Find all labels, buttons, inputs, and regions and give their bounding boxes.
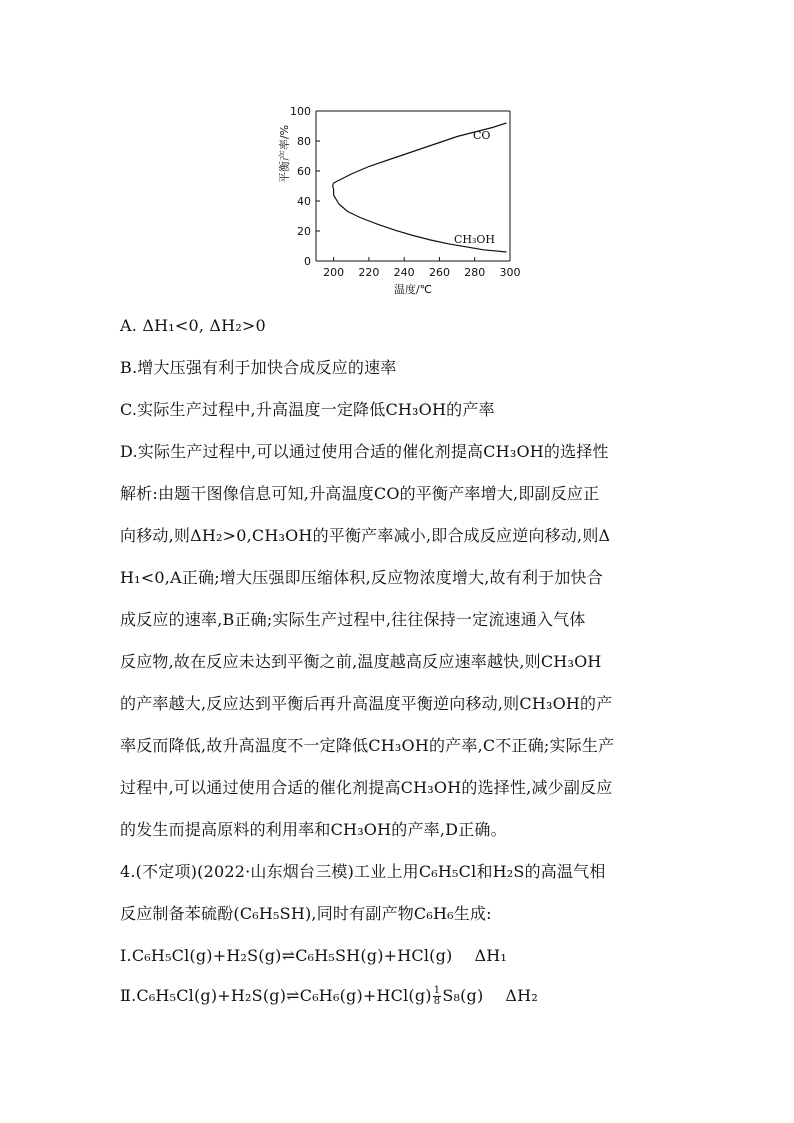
reaction-2-product: S₈(g): [442, 986, 484, 1005]
ch3oh-formula: CH₃OH: [385, 400, 447, 419]
ch3oh-series-label: CH₃OH: [454, 233, 496, 246]
reaction-1-equation: C₆H₅Cl(g)+H₂S(g)⇌C₆H₅SH(g)+HCl(g): [131, 946, 453, 965]
y-tick-label: 40: [297, 195, 311, 208]
y-tick-label: 20: [297, 225, 311, 238]
x-tick-label: 220: [358, 266, 380, 279]
y-tick-label: 60: [297, 165, 311, 178]
reaction-1-enthalpy: ΔH₁: [474, 946, 508, 965]
analysis-line-2: [120, 526, 610, 546]
question-text: 4.(不定项)(2022·山东烟台三模)工业上用: [120, 862, 419, 881]
question-text: 的高温气相: [524, 862, 606, 881]
analysis-line-4: 成反应的速率,B正确;实际生产过程中,往往保持一定流速通入气体: [120, 610, 586, 629]
option-c: [120, 400, 495, 420]
x-tick-label: 280: [464, 266, 486, 279]
reaction-2-label: Ⅱ.: [120, 986, 137, 1005]
x-tick-label: 200: [323, 266, 345, 279]
fraction-numerator: 1: [433, 985, 441, 996]
question-4-line-1: [120, 862, 606, 882]
reaction-2: [120, 986, 538, 1007]
option-d-tail: 的选择性: [543, 442, 609, 461]
option-c-tail: 的产率: [446, 400, 495, 419]
question-text: 和: [476, 862, 493, 881]
question-text: 生成:: [453, 904, 492, 923]
y-axis-title: 平衡产率/%: [278, 124, 291, 184]
yield-temperature-chart: [268, 96, 528, 306]
analysis-line-3: H₁<0,A正确;增大压强即压缩体积,反应物浓度增大,故有利于加快合: [120, 568, 603, 587]
x-axis-title: 温度/℃: [393, 283, 433, 296]
fraction-denominator: 8: [433, 996, 441, 1007]
analysis-line-6: 的产率越大,反应达到平衡后再升高温度平衡逆向移动,则CH₃OH的产: [120, 694, 613, 713]
ch3oh-formula: CH₃OH: [483, 442, 544, 461]
y-tick-label: 0: [304, 255, 311, 268]
option-a: A. ΔH₁<0, ΔH₂>0: [120, 316, 266, 335]
question-text: ),同时有副产物: [304, 904, 414, 923]
analysis-line-1: 解析:由题干图像信息可知,升高温度CO的平衡产率增大,即副反应正: [120, 484, 600, 503]
reaction-1-label: Ⅰ.: [120, 946, 132, 965]
y-tick-label: 80: [297, 135, 311, 148]
option-d: [120, 442, 609, 462]
option-c-text: C.实际生产过程中,升高温度一定降低: [120, 400, 386, 419]
x-tick-label: 240: [393, 266, 415, 279]
reaction-2-enthalpy: ΔH₂: [505, 986, 538, 1005]
question-text: 反应制备苯硫酚(: [120, 904, 240, 923]
y-tick-label: 100: [290, 105, 311, 118]
option-d-text: D.实际生产过程中,可以通过使用合适的催化剂提高: [120, 442, 484, 461]
analysis-line-7: 率反而降低,故升高温度不一定降低CH₃OH的产率,C不正确;实际生产: [120, 736, 615, 755]
one-eighth-fraction: [433, 986, 442, 1007]
dh2-formula: ΔH₂>0: [190, 526, 247, 545]
question-4-line-2: [120, 904, 492, 924]
analysis-text: 向移动,则: [120, 526, 191, 545]
analysis-text: ,CH₃OH的平衡产率减小,即合成反应逆向移动,则Δ: [246, 526, 611, 545]
curve-turning-point: [333, 183, 334, 189]
c6h6-formula: C₆H₆: [413, 904, 454, 923]
x-tick-label: 300: [499, 266, 521, 279]
x-tick-label: 260: [428, 266, 450, 279]
h2s-formula: H₂S: [492, 862, 525, 881]
co-series-label: CO: [473, 129, 491, 142]
analysis-line-5: 反应物,故在反应未达到平衡之前,温度越高反应速率越快,则CH₃OH: [120, 652, 602, 671]
analysis-line-9: 的发生而提高原料的利用率和CH₃OH的产率,D正确。: [120, 820, 507, 839]
c6h5cl-formula: C₆H₅Cl: [418, 862, 477, 881]
reaction-1: [120, 946, 507, 966]
option-b: B.增大压强有利于加快合成反应的速率: [120, 358, 397, 377]
analysis-line-8: 过程中,可以通过使用合适的催化剂提高CH₃OH的选择性,减少副反应: [120, 778, 613, 797]
c6h5sh-formula: C₆H₅SH: [239, 904, 305, 923]
reaction-2-equation: C₆H₅Cl(g)+H₂S(g)⇌C₆H₆(g)+HCl(g): [136, 986, 432, 1005]
